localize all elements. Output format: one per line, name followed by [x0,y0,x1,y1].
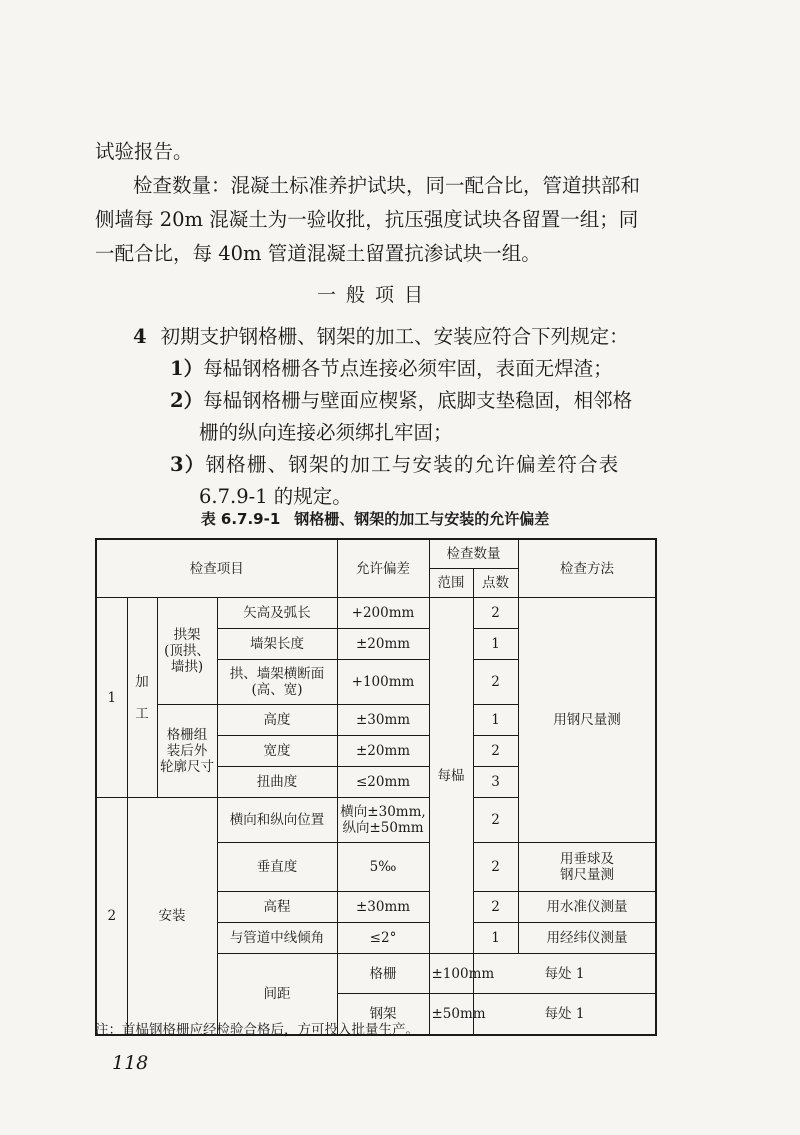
table-title: 钢格栅、钢架的加工与安装的允许偏差 [294,510,550,528]
points-value: 每处 1 [473,994,656,1035]
check-item: 钢架 [337,994,429,1035]
method-value: 用经纬仪测量 [518,923,656,954]
table-number: 表 6.7.9-1 [200,510,281,528]
clause-4 [133,320,629,354]
sub-item-3-continued: 6.7.9-1 的规定。 [199,485,352,508]
clause-number: 4 [133,325,147,348]
sub-item-text: 每榀钢格栅与壁面应楔紧，底脚支垫稳固，相邻格 [203,389,633,412]
sub-item-text: 钢格栅、钢架的加工与安装的允许偏差符合表 [205,453,620,476]
section-heading: 一般项目 [316,284,433,306]
subgroup-line: 墙拱) [170,659,204,675]
sub-item-3 [170,448,619,482]
sub-item-text: 每榀钢格栅各节点连接必须牢固，表面无焊渣； [203,357,613,380]
tolerance-value: ±100mm [429,954,473,994]
points-value: 1 [473,629,518,660]
sub-item-mark: 1） [170,357,204,380]
points-value: 1 [473,705,518,736]
check-item: 格栅 [337,954,429,994]
points-value: 1 [473,923,518,954]
sub-item-mark: 3） [170,453,206,476]
tolerance-table [95,538,657,1036]
check-item: 宽度 [217,736,337,767]
subgroup-line: 拱架 [173,627,201,643]
header-method: 检查方法 [518,539,656,598]
sub-item-mark: 2） [170,389,204,412]
group-name: 安装 [127,798,217,1036]
group-name-char: 工 [135,705,149,722]
subgroup-grid [157,705,217,798]
group-name [127,598,157,798]
check-item: 与管道中线倾角 [217,923,337,954]
clause-text: 初期支护钢格栅、钢架的加工、安装应符合下列规定： [160,325,629,348]
tolerance-line: 横向±30mm, [340,804,426,820]
header-quantity: 检查数量 [429,539,518,569]
tolerance-value: 5‰ [337,843,429,892]
method-line: 用垂球及 [560,851,614,867]
paragraph-line: 试验报告。 [95,140,193,163]
tolerance-value [337,798,429,843]
check-item: 扭曲度 [217,767,337,798]
table-header-row [96,539,656,569]
tolerance-value: ±30mm [337,705,429,736]
header-scope: 范围 [429,569,473,598]
check-item: 垂直度 [217,843,337,892]
paragraph-line: 检查数量：混凝土标准养护试块，同一配合比，管道拱部和 [133,174,641,197]
subgroup-line: 轮廓尺寸 [160,759,214,775]
method-value: 用水准仪测量 [518,892,656,923]
tolerance-value: ±30mm [337,892,429,923]
check-item [217,660,337,705]
table-row [96,598,656,629]
table-note: 注：首榀钢格栅应经检验合格后，方可投入批量生产。 [95,1022,419,1038]
tolerance-value: ±20mm [337,629,429,660]
check-item: 横向和纵向位置 [217,798,337,843]
points-value: 3 [473,767,518,798]
check-item-line: (高、宽) [251,682,303,698]
tolerance-value: ≤20mm [337,767,429,798]
points-value: 2 [473,736,518,767]
tolerance-value: +200mm [337,598,429,629]
method-value: 用钢尺量测 [518,598,656,843]
tolerance-line: 纵向±50mm [342,820,424,836]
paragraph-line: 侧墙每 20m 混凝土为一验收批，抗压强度试块各留置一组；同 [95,208,639,231]
table-caption [0,508,750,529]
subgroup-line: 格栅组 [166,727,208,743]
points-value: 2 [473,660,518,705]
subgroup-line: 装后外 [166,743,208,759]
scope-value: 每榀 [429,598,473,954]
subgroup-arch [157,598,217,705]
tolerance-value: ±20mm [337,736,429,767]
points-value: 每处 1 [473,954,656,994]
check-item: 高度 [217,705,337,736]
group-name-char: 加 [135,673,149,690]
points-value: 2 [473,598,518,629]
header-item: 检查项目 [96,539,337,598]
tolerance-value: ±50mm [429,994,473,1035]
sub-item-1 [170,352,613,386]
check-item: 矢高及弧长 [217,598,337,629]
sub-item-2-continued: 栅的纵向连接必须绑扎牢固； [199,421,453,444]
tolerance-value: +100mm [337,660,429,705]
check-item-line: 拱、墙架横断面 [229,666,325,682]
check-item: 高程 [217,892,337,923]
header-tolerance: 允许偏差 [337,539,429,598]
header-points: 点数 [473,569,518,598]
points-value: 2 [473,843,518,892]
group-number: 2 [96,798,127,1036]
method-value [518,843,656,892]
spacing-label: 间距 [217,954,337,1036]
subgroup-line: (顶拱、 [164,643,210,659]
page-number: 118 [112,1052,149,1074]
paragraph-line: 一配合比，每 40m 管道混凝土留置抗渗试块一组。 [95,242,541,265]
sub-item-2 [170,384,632,418]
group-number: 1 [96,598,127,798]
method-line: 钢尺量测 [560,867,614,883]
tolerance-value: ≤2° [337,923,429,954]
points-value: 2 [473,798,518,843]
points-value: 2 [473,892,518,923]
check-item: 墙架长度 [217,629,337,660]
